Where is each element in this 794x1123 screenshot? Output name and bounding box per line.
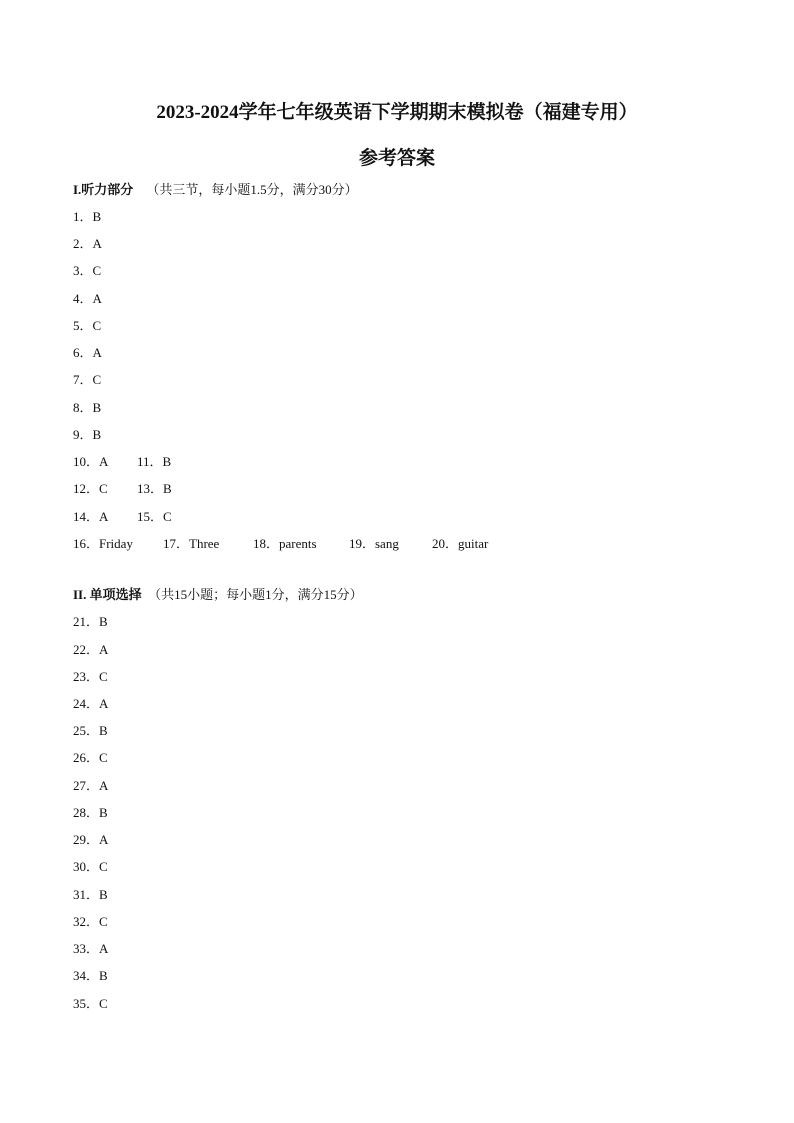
answer-line [73, 993, 108, 1012]
answer-line [73, 611, 108, 630]
answer-8: 8．B [73, 400, 102, 415]
answer-9: 9．B [73, 427, 102, 442]
section-heading-multiple-choice [73, 584, 363, 603]
answer-line [73, 856, 108, 875]
answer-line [73, 747, 108, 766]
answer-16: 16．Friday [73, 536, 133, 551]
answer-31: 31．B [73, 887, 108, 902]
answer-18: 18．parents [253, 536, 317, 551]
answer-line [73, 666, 108, 685]
answer-28: 28．B [73, 805, 108, 820]
answer-line [73, 911, 108, 930]
answer-22: 22．A [73, 642, 109, 657]
document-subtitle: 参考答案 [358, 148, 435, 169]
answer-14: 14．A [73, 509, 109, 524]
answer-1: 1．B [73, 209, 102, 224]
answer-line [73, 693, 108, 712]
section-note: （共三节，每小题1.5分，满分30分） [146, 182, 358, 197]
answer-32: 32．C [73, 914, 108, 929]
answer-line [73, 478, 172, 497]
answer-27: 27．A [73, 778, 109, 793]
answer-17: 17．Three [163, 536, 220, 551]
answer-13: 13．B [137, 481, 172, 496]
answer-line [73, 802, 108, 821]
answer-line [73, 829, 108, 848]
answer-33: 33．A [73, 941, 109, 956]
answer-5: 5．C [73, 318, 102, 333]
section-heading-listening [73, 179, 358, 198]
document-title: 2023-2024学年七年级英语下学期期末模拟卷（福建专用） [156, 102, 638, 123]
answer-line [73, 533, 488, 552]
answer-line [73, 506, 172, 525]
answer-line [73, 397, 101, 416]
answer-line [73, 315, 101, 334]
answer-6: 6．A [73, 345, 102, 360]
answer-line [73, 233, 102, 252]
answer-2: 2．A [73, 236, 102, 251]
answer-line [73, 639, 108, 658]
answer-line [73, 451, 171, 470]
answer-line [73, 720, 108, 739]
answer-7: 7．C [73, 372, 102, 387]
answer-10: 10．A [73, 454, 109, 469]
answer-15: 15．C [137, 509, 172, 524]
answer-23: 23．C [73, 669, 108, 684]
answer-24: 24．A [73, 696, 109, 711]
answer-line [73, 424, 101, 443]
answer-35: 35．C [73, 996, 108, 1011]
section-title: I.听力部分 [73, 182, 134, 197]
answer-line [73, 938, 108, 957]
answer-line [73, 260, 101, 279]
answer-line [73, 884, 108, 903]
answer-34: 34．B [73, 968, 108, 983]
answer-line [73, 369, 101, 388]
answer-30: 30．C [73, 859, 108, 874]
answer-20: 20．guitar [432, 536, 489, 551]
answer-line [73, 288, 102, 307]
section-note: （共15小题；每小题1分，满分15分） [148, 587, 363, 602]
answer-12: 12．C [73, 481, 108, 496]
answer-21: 21．B [73, 614, 108, 629]
answer-4: 4．A [73, 291, 102, 306]
answer-25: 25．B [73, 723, 108, 738]
answer-3: 3．C [73, 263, 102, 278]
answer-29: 29．A [73, 832, 109, 847]
answer-line [73, 206, 101, 225]
answer-line [73, 965, 108, 984]
answer-11: 11．B [137, 454, 172, 469]
answer-line [73, 775, 108, 794]
answer-19: 19．sang [349, 536, 399, 551]
answer-26: 26．C [73, 750, 108, 765]
answer-line [73, 342, 102, 361]
section-title: II. 单项选择 [73, 587, 142, 602]
